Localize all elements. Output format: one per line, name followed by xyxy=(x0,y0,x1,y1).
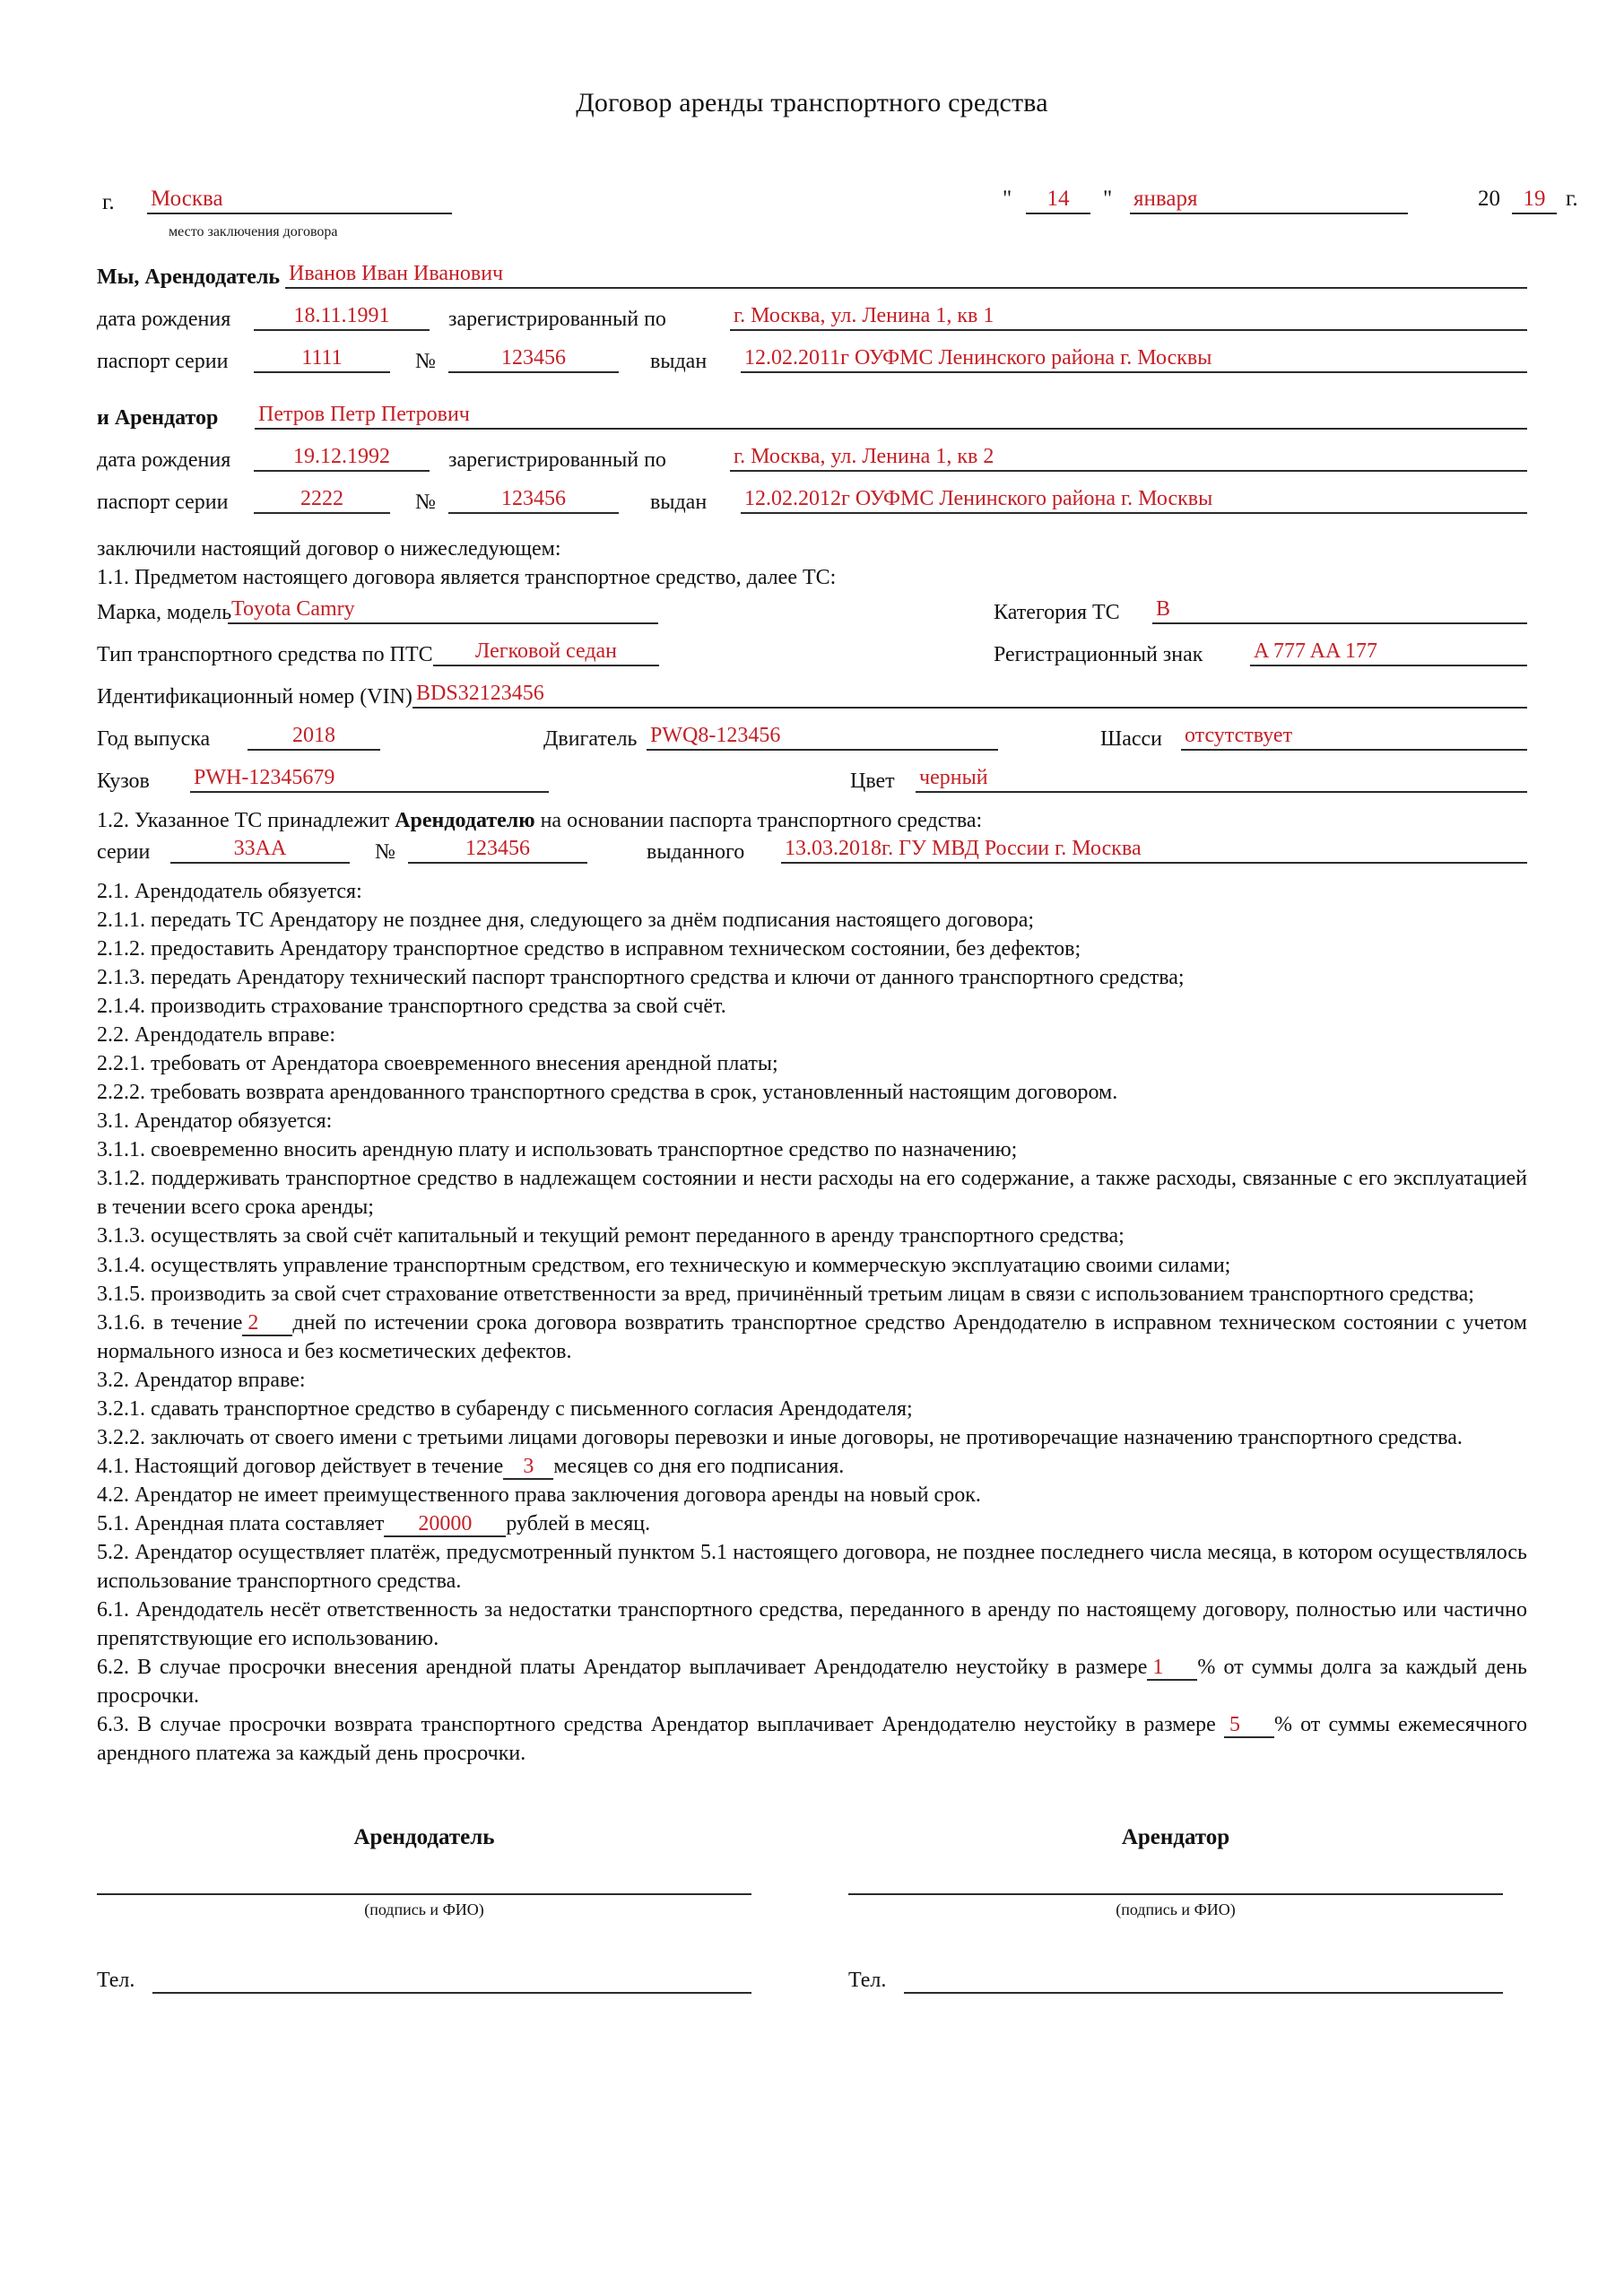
lessor-passport-series-field[interactable]: 1111 xyxy=(254,346,390,373)
lessor-name-row xyxy=(97,260,1527,302)
year-label: г. xyxy=(1566,187,1578,211)
clause-1-2-part-a: 1.2. Указанное ТС принадлежит xyxy=(97,809,390,833)
pts-series-field[interactable]: 33AA xyxy=(170,837,350,864)
city-caption: место заключения договора xyxy=(169,224,338,239)
clause-2-1-1: 2.1.1. передать ТС Арендатору не позднее дня, следующего за днём подписания настоящего договора; xyxy=(97,909,1035,933)
clause-2-1-4: 2.1.4. производить страхование транспортного средства за свой счёт. xyxy=(97,995,726,1019)
tenant-number-label: № xyxy=(415,491,436,514)
body-label: Кузов xyxy=(97,770,150,794)
tenant-issued-field[interactable]: 12.02.2012г ОУФМС Ленинского района г. Москвы xyxy=(741,487,1527,514)
tenant-birth-label: дата рождения xyxy=(97,448,231,472)
tenant-passport-series-label: паспорт серии xyxy=(97,491,229,514)
make-label: Марка, модель xyxy=(97,601,232,625)
chassis-field[interactable]: отсутствует xyxy=(1181,724,1527,751)
lessor-birth-row xyxy=(97,302,1527,344)
clause-4-2: 4.2. Арендатор не имеет преимущественного права заключения договора аренды на новый срок. xyxy=(97,1483,981,1507)
lessor-number-label: № xyxy=(415,350,436,373)
lessor-signature-line[interactable] xyxy=(97,1893,751,1895)
lessor-birth-label: дата рождения xyxy=(97,308,231,331)
city-label: г. xyxy=(102,190,115,214)
tenant-registered-label: зарегистрированный по xyxy=(448,448,666,472)
day-quote-open: " xyxy=(1003,187,1012,211)
pts-row xyxy=(97,835,1527,877)
lessor-signature-role: Арендодатель xyxy=(353,1825,495,1850)
tenant-block xyxy=(97,401,1527,527)
vehicle-details-block xyxy=(97,596,1527,806)
vehicle-body-color-row xyxy=(97,764,1527,806)
tenant-birth-field[interactable]: 19.12.1992 xyxy=(254,445,430,472)
year-value-field[interactable]: 19 xyxy=(1512,187,1557,214)
clause-6-1: 6.1. Арендодатель несёт ответственность за недостатки транспортного средства, переданного в аренду по настоящему договору, полностью или частично препятствующие его использованию. xyxy=(97,1597,1527,1650)
engine-label: Двигатель xyxy=(543,727,638,752)
lessor-signature-column xyxy=(97,1825,751,1993)
clause-6-2-suffix: от суммы долга за каждый день просрочки. xyxy=(97,1655,1528,1708)
pts-issued-field[interactable]: 13.03.2018г. ГУ МВД России г. Москва xyxy=(781,837,1527,864)
tenant-name-field[interactable]: Петров Петр Петрович xyxy=(255,403,1527,430)
clauses-block xyxy=(97,877,1527,1768)
engine-field[interactable]: PWQ8-123456 xyxy=(647,724,998,751)
lessor-birth-field[interactable]: 18.11.1991 xyxy=(254,304,430,331)
year-prefix: 20 xyxy=(1478,187,1500,211)
lessor-passport-number-field[interactable]: 123456 xyxy=(448,346,619,373)
vin-label: Идентификационный номер (VIN) xyxy=(97,685,413,709)
plate-field[interactable]: A 777 AA 177 xyxy=(1250,639,1527,666)
pts-number-field[interactable]: 123456 xyxy=(408,837,587,864)
tenant-issued-label: выдан xyxy=(650,491,708,514)
day-quote-close: " xyxy=(1103,187,1113,211)
clause-3-2-1: 3.2.1. сдавать транспортное средство в субаренду с письменного согласия Арендодателя; xyxy=(97,1396,913,1421)
clause-6-3 xyxy=(97,1710,1527,1768)
body-field[interactable]: PWH-12345679 xyxy=(190,766,549,793)
clause-6-3-prefix: 6.3. В случае просрочки возврата транспортного средства Арендатор выплачивает Арендодателю неустойку в размере xyxy=(97,1713,1216,1736)
clause-6-2 xyxy=(97,1653,1527,1710)
clause-3-1-1: 3.1.1. своевременно вносить арендную плату и использовать транспортное средство по назначению; xyxy=(97,1138,1018,1162)
clause-4-1-prefix: 4.1. Настоящий договор действует в течение xyxy=(97,1454,504,1478)
clause-5-1-suffix: рублей в месяц. xyxy=(506,1511,651,1535)
clause-2-2-1: 2.2.1. требовать от Арендатора своевременного внесения арендной платы; xyxy=(97,1052,778,1076)
clause-2-1-2: 2.1.2. предоставить Арендатору транспортное средство в исправном техническом состоянии, без дефектов; xyxy=(97,937,1081,961)
signature-block xyxy=(97,1825,1527,2049)
return-days-field[interactable]: 2 xyxy=(242,1311,292,1336)
make-field[interactable]: Toyota Camry xyxy=(228,597,658,624)
lessor-address-field[interactable]: г. Москва, ул. Ленина 1, кв 1 xyxy=(730,304,1527,331)
lessor-issued-field[interactable]: 12.02.2011г ОУФМС Ленинского района г. Москвы xyxy=(741,346,1527,373)
year-field[interactable]: 2018 xyxy=(248,724,380,751)
clause-3-2: 3.2. Арендатор вправе: xyxy=(97,1368,306,1392)
tenant-intro-label: и Арендатор xyxy=(97,406,219,430)
tenant-passport-series-field[interactable]: 2222 xyxy=(254,487,390,514)
lessor-name-field[interactable]: Иванов Иван Иванович xyxy=(285,262,1527,289)
preamble-text: заключили настоящий договор о нижеследующем: xyxy=(97,537,561,561)
clause-3-1-6-prefix: 3.1.6. в течение xyxy=(97,1310,243,1335)
tenant-phone-field[interactable] xyxy=(904,1992,1503,1994)
pts-number-label: № xyxy=(375,840,395,865)
rent-amount-field[interactable]: 20000 xyxy=(384,1512,506,1537)
tenant-signature-column xyxy=(848,1825,1503,1993)
vehicle-year-engine-row xyxy=(97,722,1527,764)
year-label: Год выпуска xyxy=(97,727,211,752)
category-field[interactable]: B xyxy=(1152,597,1527,624)
clause-3-1-2: 3.1.2. поддерживать транспортное средство в надлежащем состоянии и нести расходы на его содержание, а также расходы, связанные с его эксплуатацией в течении всего срока аренды; xyxy=(97,1167,1527,1220)
tenant-birth-row xyxy=(97,443,1527,485)
clause-4-1-suffix: месяцев со дня его подписания. xyxy=(553,1454,845,1478)
clause-3-2-2: 3.2.2. заключать от своего имени с третьими лицами договоры перевозки и иные договоры, не противоречащие назначению транспортного средства. xyxy=(97,1425,1463,1449)
clause-4-1 xyxy=(97,1452,1527,1481)
clause-1-2-text xyxy=(97,806,1527,835)
clause-3-1-6-suffix: дней по истечении срока договора возвратить транспортное средство Арендодателю в исправном техническом состоянии с учетом нормального износа и без косметических дефектов. xyxy=(97,1310,1527,1363)
clause-3-1-5: 3.1.5. производить за свой счет страхование ответственности за вред, причинённый третьим лицам в связи с использованием транспортного средства; xyxy=(97,1282,1474,1306)
city-value-field[interactable]: Москва xyxy=(147,187,452,214)
lessor-phone-field[interactable] xyxy=(152,1992,751,1994)
clause-5-1 xyxy=(97,1509,1527,1538)
clause-6-2-percent: % xyxy=(1197,1655,1216,1679)
lessor-passport-row xyxy=(97,344,1527,387)
clause-3-1-4: 3.1.4. осуществлять управление транспортным средством, его техническую и коммерческую эксплуатацию своими силами; xyxy=(97,1253,1231,1277)
tenant-signature-line[interactable] xyxy=(848,1893,1503,1895)
chassis-label: Шасси xyxy=(1100,727,1163,752)
term-months-field[interactable]: 3 xyxy=(503,1455,553,1480)
category-label: Категория ТС xyxy=(994,601,1120,625)
lessor-intro-label: Мы, Арендодатель xyxy=(97,265,281,289)
pts-issued-label: выданного xyxy=(647,840,745,865)
vin-field[interactable]: BDS32123456 xyxy=(413,682,1527,709)
tenant-passport-row xyxy=(97,485,1527,527)
tenant-phone-label: Тел. xyxy=(848,1969,887,1993)
clause-1-2-part-c: на основании паспорта транспортного средства: xyxy=(540,809,983,833)
tenant-passport-number-field[interactable]: 123456 xyxy=(448,487,619,514)
clause-2-1: 2.1. Арендодатель обязуется: xyxy=(97,880,362,904)
clause-2-2-2: 2.2.2. требовать возврата арендованного транспортного средства в срок, установленный настоящим договором. xyxy=(97,1081,1118,1105)
plate-label: Регистрационный знак xyxy=(994,643,1203,667)
month-value-field[interactable]: января xyxy=(1130,187,1408,214)
clause-5-1-prefix: 5.1. Арендная плата составляет xyxy=(97,1511,385,1535)
tenant-signature-caption: (подпись и ФИО) xyxy=(1116,1900,1236,1919)
clause-1-2-lessor-word: Арендодателю xyxy=(395,809,535,833)
lessor-passport-series-label: паспорт серии xyxy=(97,350,229,373)
lessor-registered-label: зарегистрированный по xyxy=(448,308,666,331)
vehicle-make-row xyxy=(97,596,1527,638)
pts-series-label: серии xyxy=(97,840,151,865)
vehicle-vin-row xyxy=(97,680,1527,722)
clause-1-1-text: 1.1. Предметом настоящего договора является транспортное средство, далее ТС: xyxy=(97,566,837,590)
clause-3-1-3: 3.1.3. осуществлять за свой счёт капитальный и текущий ремонт переданного в аренду транспортного средства; xyxy=(97,1224,1125,1248)
page-title: Договор аренды транспортного средства xyxy=(576,88,1048,117)
lessor-signature-caption: (подпись и ФИО) xyxy=(364,1900,484,1919)
clause-3-1: 3.1. Арендатор обязуется: xyxy=(97,1109,333,1134)
type-label: Тип транспортного средства по ПТС xyxy=(97,643,433,667)
late-payment-penalty-field[interactable]: 1 xyxy=(1147,1656,1197,1681)
clause-3-1-6 xyxy=(97,1309,1527,1366)
color-label: Цвет xyxy=(850,770,895,794)
clause-6-3-suffix: % от суммы ежемесячного арендного платежа за каждый день просрочки. xyxy=(97,1713,1528,1766)
tenant-name-row xyxy=(97,401,1527,443)
clause-5-2: 5.2. Арендатор осуществляет платёж, предусмотренный пунктом 5.1 настоящего договора, не позднее последнего числа месяца, в котором осуществлялось использование транспортного средства. xyxy=(97,1540,1527,1593)
tenant-signature-role: Арендатор xyxy=(1121,1825,1230,1850)
lessor-phone-label: Тел. xyxy=(97,1969,135,1993)
clause-2-2: 2.2. Арендодатель вправе: xyxy=(97,1023,335,1048)
type-field[interactable]: Легковой седан xyxy=(433,639,659,666)
day-value-field[interactable]: 14 xyxy=(1026,187,1090,214)
header-city-date-row xyxy=(97,174,1578,260)
clause-6-2-prefix: 6.2. В случае просрочки внесения арендной платы Арендатор выплачивает Арендодателю неустойку в размере xyxy=(97,1655,1148,1679)
lessor-issued-label: выдан xyxy=(650,350,708,373)
late-return-penalty-field[interactable]: 5 xyxy=(1224,1713,1274,1738)
color-field[interactable]: черный xyxy=(916,766,1527,793)
tenant-address-field[interactable]: г. Москва, ул. Ленина 1, кв 2 xyxy=(730,445,1527,472)
lessor-block xyxy=(97,260,1527,387)
clause-2-1-3: 2.1.3. передать Арендатору технический паспорт транспортного средства и ключи от данного транспортного средства; xyxy=(97,966,1185,990)
vehicle-type-row xyxy=(97,638,1527,680)
